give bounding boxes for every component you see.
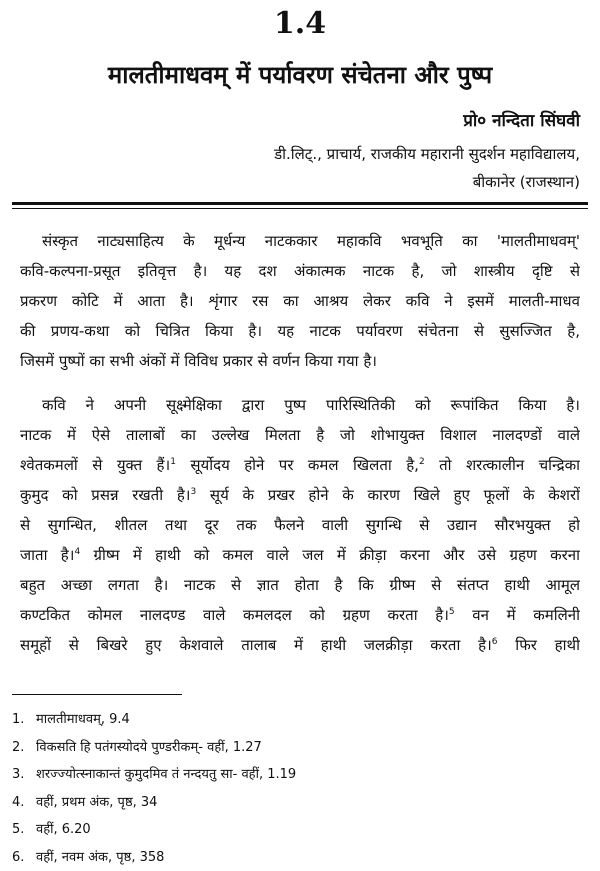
text-run: समूहों से बिखरे हुए केशवाले तालाब में हाथी जलक्रीड़ा करता है। xyxy=(20,636,492,654)
footnote-marker[interactable]: 5 xyxy=(449,607,455,617)
footnote-number: 1. xyxy=(12,706,36,734)
text-run: कुमुद को प्रसन्न रखती है। xyxy=(20,486,190,504)
footnote-marker[interactable]: 1 xyxy=(170,457,176,467)
text-run: ग्रीष्म में हाथी को कमल वाले जल में क्रीड़ा करना और उसे ग्रहण करना xyxy=(80,546,580,564)
footnote-text: वहीं, 6.20 xyxy=(36,816,91,844)
footnote-item xyxy=(12,761,572,789)
chapter-title: मालतीमाधवम् में पर्यावरण संचेतना और पुष्प xyxy=(0,58,600,92)
author-credentials xyxy=(140,140,580,196)
footnote-marker[interactable]: 2 xyxy=(419,457,425,467)
footnotes-list xyxy=(12,706,572,871)
text-run: श्वेतकमलों से युक्त हैं। xyxy=(20,456,170,474)
paragraph-line: संस्कृत नाट्यसाहित्य के मूर्धन्य नाटककार महाकवि भवभूति का 'मालतीमाधवम्' xyxy=(20,226,580,256)
header-rule-thick xyxy=(12,202,588,205)
footnote-marker[interactable]: 4 xyxy=(74,547,80,557)
paragraph-line: कवि ने अपनी सूक्ष्मेक्षिका द्वारा पुष्प पारिस्थितिकी को रूपांकित किया है। xyxy=(20,390,580,420)
footnote-item xyxy=(12,789,572,817)
paragraph-line: जिसमें पुष्पों का सभी अंकों में विविध प्रकार से वर्णन किया गया है। xyxy=(20,346,580,376)
footnote-marker[interactable]: 3 xyxy=(190,487,196,497)
text-run: कण्टकित कोमल नालदण्ड वाले कमलदल को ग्रहण करता है। xyxy=(20,606,449,624)
text-run: फिर हाथी xyxy=(498,636,580,654)
footnote-text: वहीं, नवम अंक, पृष्ठ, 358 xyxy=(36,844,164,871)
footnote-number: 4. xyxy=(12,789,36,817)
footnote-number: 2. xyxy=(12,734,36,762)
header-rule-thin xyxy=(12,208,588,209)
paragraph-line: कवि-कल्पना-प्रसूत इतिवृत्त है। यह दश अंकात्मक नाटक है, जो शास्त्रीय दृष्टि से xyxy=(20,256,580,286)
paragraph-line xyxy=(20,480,580,510)
author-location-line: बीकानेर (राजस्थान) xyxy=(140,168,580,196)
footnote-number: 5. xyxy=(12,816,36,844)
paragraph-line: की प्रणय-कथा को चित्रित किया है। यह नाटक पर्यावरण संचेतना से सुसज्जित है, xyxy=(20,316,580,346)
paragraph-line: से सुगन्धित, शीतल तथा दूर तक फैलने वाली सुगन्धि से उद्यान सौरभयुक्त हो xyxy=(20,510,580,540)
footnote-text: विकसति हि पतंगस्योदये पुण्डरीकम्- वहीं, 1.27 xyxy=(36,734,262,762)
footnote-item xyxy=(12,816,572,844)
footnote-item xyxy=(12,844,572,871)
paragraph-line xyxy=(20,600,580,630)
paragraph-line xyxy=(20,630,580,660)
paragraph-line xyxy=(20,450,580,480)
text-run: सूर्योदय होने पर कमल खिलता है, xyxy=(176,456,419,474)
footnote-text: शरज्ज्योत्स्नाकान्तं कुमुदमिव तं नन्दयतु सा- वहीं, 1.19 xyxy=(36,761,296,789)
footnote-marker[interactable]: 6 xyxy=(492,637,498,647)
footnote-text: वहीं, प्रथम अंक, पृष्ठ, 34 xyxy=(36,789,157,817)
footnote-number: 3. xyxy=(12,761,36,789)
paragraph-line xyxy=(20,540,580,570)
paragraph-2 xyxy=(20,390,580,660)
text-run: तो शरत्कालीन चन्द्रिका xyxy=(425,456,580,474)
paragraph-line: नाटक में ऐसे तालाबों का उल्लेख मिलता है जो शोभायुक्त विशाल नालदण्डों वाले xyxy=(20,420,580,450)
paragraph-1 xyxy=(20,226,580,376)
paragraph-line: प्रकरण कोटि में आता है। शृंगार रस का आश्रय लेकर कवि ने इसमें मालती-माधव xyxy=(20,286,580,316)
author-credentials-line: डी.लिट्., प्राचार्य, राजकीय महारानी सुदर्शन महाविद्यालय, xyxy=(140,140,580,168)
paragraph-line: बहुत अच्छा लगता है। नाटक से ज्ञात होता है कि ग्रीष्म से संतप्त हाथी आमूल xyxy=(20,570,580,600)
text-run: जाता है। xyxy=(20,546,74,564)
footnote-separator xyxy=(12,694,182,695)
text-run: वन में कमलिनी xyxy=(455,606,580,624)
chapter-number: 1.4 xyxy=(0,6,600,42)
footnote-item xyxy=(12,734,572,762)
footnote-number: 6. xyxy=(12,844,36,871)
footnote-item xyxy=(12,706,572,734)
footnote-text: मालतीमाधवम्, 9.4 xyxy=(36,706,130,734)
text-run: सूर्य के प्रखर होने के कारण खिले हुए फूलों के केशरों xyxy=(196,486,580,504)
author-name: प्रो० नन्दिता सिंघवी xyxy=(463,108,580,134)
